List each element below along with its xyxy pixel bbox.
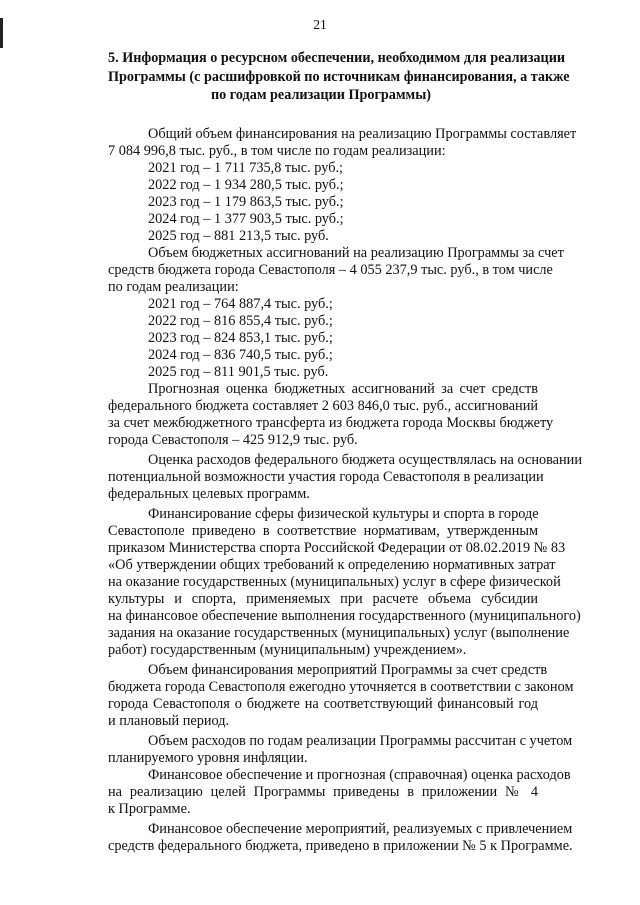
text-line: и плановый период. <box>108 713 230 729</box>
text-line: Объем бюджетных ассигнований на реализацию Программы за счет <box>148 245 564 261</box>
text-line: города Севастополя – 425 912,9 тыс. руб. <box>108 432 358 448</box>
year-item: 2025 год – 881 213,5 тыс. руб. <box>148 228 329 244</box>
text-line: средств бюджета города Севастополя – 4 055 237,9 тыс. руб., в том числе <box>108 262 553 278</box>
year-item: 2021 год – 1 711 735,8 тыс. руб.; <box>148 160 344 176</box>
text-line: планируемого уровня инфляции. <box>108 750 308 766</box>
year-item: 2024 год – 836 740,5 тыс. руб.; <box>148 347 333 363</box>
text-line: Финансовое обеспечение мероприятий, реализуемых с привлечением <box>148 821 573 837</box>
year-item: 2021 год – 764 887,4 тыс. руб.; <box>148 296 333 312</box>
section-heading <box>108 49 570 105</box>
text-line: к Программе. <box>108 801 191 817</box>
text-line: 7 084 996,8 тыс. руб., в том числе по годам реализации: <box>108 143 446 159</box>
paragraph-sport-financing <box>108 506 581 659</box>
text-line: приказом Министерства спорта Российской Федерации от 08.02.2019 № 83 <box>108 540 566 556</box>
text-line: Финансовое обеспечение и прогнозная (справочная) оценка расходов <box>148 767 571 783</box>
text-line: на оказание государственных (муниципальных) услуг в сфере физической <box>108 574 561 590</box>
heading-line: Программы (с расшифровкой по источникам финансирования, а также <box>108 68 570 85</box>
year-item: 2022 год – 1 934 280,5 тыс. руб.; <box>148 177 344 193</box>
text-line: Объем финансирования мероприятий Программы за счет средств <box>148 662 548 678</box>
year-item: 2023 год – 1 179 863,5 тыс. руб.; <box>148 194 344 210</box>
year-item: 2022 год – 816 855,4 тыс. руб.; <box>148 313 333 329</box>
text-line: культуры и спорта, применяемых при расчете объема субсидии <box>108 591 538 607</box>
text-line: Общий объем финансирования на реализацию Программы составляет <box>148 126 577 142</box>
text-line: «Об утверждении общих требований к определению нормативных затрат <box>108 557 556 573</box>
year-item: 2024 год – 1 377 903,5 тыс. руб.; <box>148 211 344 227</box>
text-line: на реализацию целей Программы приведены в приложении № 4 <box>108 784 538 800</box>
paragraph-appendix-5 <box>108 821 573 855</box>
year-item: 2025 год – 811 901,5 тыс. руб. <box>148 364 329 380</box>
text-line: на финансовое обеспечение выполнения государственного (муниципального) <box>108 608 581 624</box>
text-line: города Севастополя о бюджете на соответствующий финансовый год <box>108 696 538 712</box>
paragraph-federal-estimate <box>108 381 554 449</box>
paragraph-appendix-4 <box>108 767 571 818</box>
text-line: федерального бюджета составляет 2 603 846,0 тыс. руб., ассигнований <box>108 398 538 414</box>
paragraph-federal-assessment <box>108 452 582 503</box>
text-line: бюджета города Севастополя ежегодно уточняется в соответствии с законом <box>108 679 574 695</box>
paragraph-total-funding <box>108 126 577 160</box>
text-line: за счет межбюджетного трансферта из бюджета города Москвы бюджету <box>108 415 554 431</box>
heading-line: 5. Информация о ресурсном обеспечении, необходимом для реализации <box>108 50 566 66</box>
text-line: федеральных целевых программ. <box>108 486 310 502</box>
section-body <box>108 126 582 855</box>
heading-line: по годам реализации Программы) <box>210 87 432 103</box>
text-line: потенциальной возможности участия города Севастополя в реализации <box>108 469 544 485</box>
text-line: Севастополе приведено в соответствие нормативам, утвержденным <box>108 523 538 539</box>
paragraph-city-budget-refinement <box>108 662 574 730</box>
text-line: задания на оказание государственных (муниципальных) услуг (выполнение <box>108 625 570 641</box>
text-line: по годам реализации: <box>108 279 239 295</box>
text-line: работ) государственным (муниципальным) учреждением». <box>108 642 467 658</box>
page-number: 21 <box>313 17 327 32</box>
text-line: Оценка расходов федерального бюджета осуществлялась на основании <box>148 452 582 468</box>
year-item: 2023 год – 824 853,1 тыс. руб.; <box>148 330 333 346</box>
text-line: Прогнозная оценка бюджетных ассигнований за счет средств <box>148 381 538 397</box>
text-line: Финансирование сферы физической культуры и спорта в городе <box>148 506 539 522</box>
text-line: Объем расходов по годам реализации Программы рассчитан с учетом <box>148 733 573 749</box>
paragraph-inflation <box>108 733 573 767</box>
text-line: средств федерального бюджета, приведено в приложении № 5 к Программе. <box>108 838 573 854</box>
paragraph-city-budget <box>108 245 564 296</box>
